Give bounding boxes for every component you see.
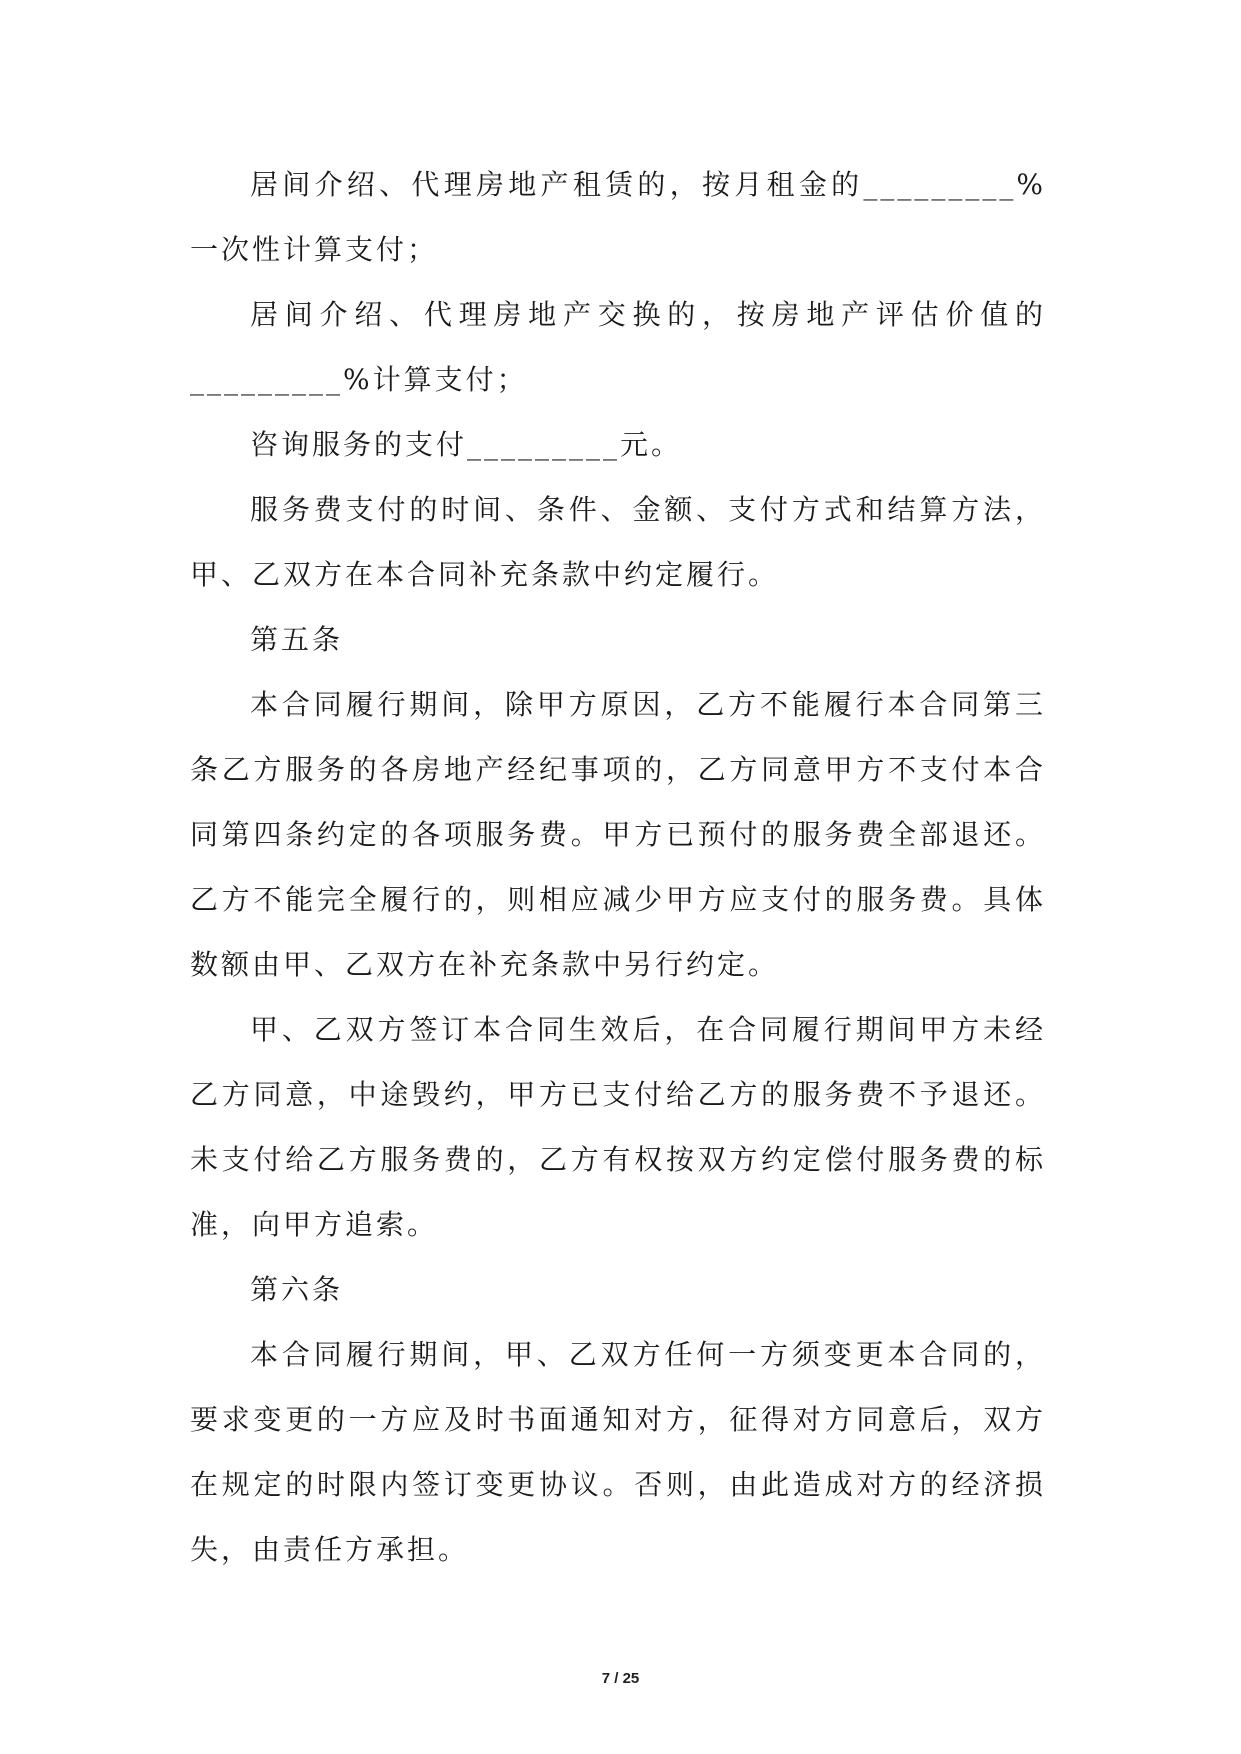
article-heading-6: 第六条 <box>250 1273 344 1306</box>
paragraph-consulting-fee: 咨询服务的支付_________元。 <box>250 428 683 461</box>
paragraph-payment-terms: 服务费支付的时间、条件、金额、支付方式和结算方法，甲、乙双方在本合同补充条款中约定履行。 <box>190 493 1046 591</box>
paragraph-article-5-breach: 甲、乙双方签订本合同生效后，在合同履行期间甲方未经乙方同意，中途毁约，甲方已支付给乙方的服务费不予退还。未支付给乙方服务费的，乙方有权按双方约定偿付服务费的标准，向甲方追索。 <box>190 1013 1046 1241</box>
paragraph-article-6-change: 本合同履行期间，甲、乙双方任何一方须变更本合同的，要求变更的一方应及时书面通知对方，征得对方同意后，双方在规定的时限内签订变更协议。否则，由此造成对方的经济损失，由责任方承担。 <box>190 1338 1046 1566</box>
paragraph-rental-fee: 居间介绍、代理房地产租赁的，按月租金的_________%一次性计算支付； <box>190 168 1046 266</box>
page-number: 7 / 25 <box>601 1670 640 1687</box>
paragraph-exchange-fee: 居间介绍、代理房地产交换的，按房地产评估价值的_________%计算支付； <box>190 298 1046 396</box>
document-body <box>190 152 1046 1582</box>
paragraph-article-5-refund: 本合同履行期间，除甲方原因，乙方不能履行本合同第三条乙方服务的各房地产经纪事项的，乙方同意甲方不支付本合同第四条约定的各项服务费。甲方已预付的服务费全部退还。乙方不能完全履行的，则相应减少甲方应支付的服务费。具体数额由甲、乙双方在补充条款中另行约定。 <box>190 688 1046 981</box>
article-heading-5: 第五条 <box>250 623 344 656</box>
